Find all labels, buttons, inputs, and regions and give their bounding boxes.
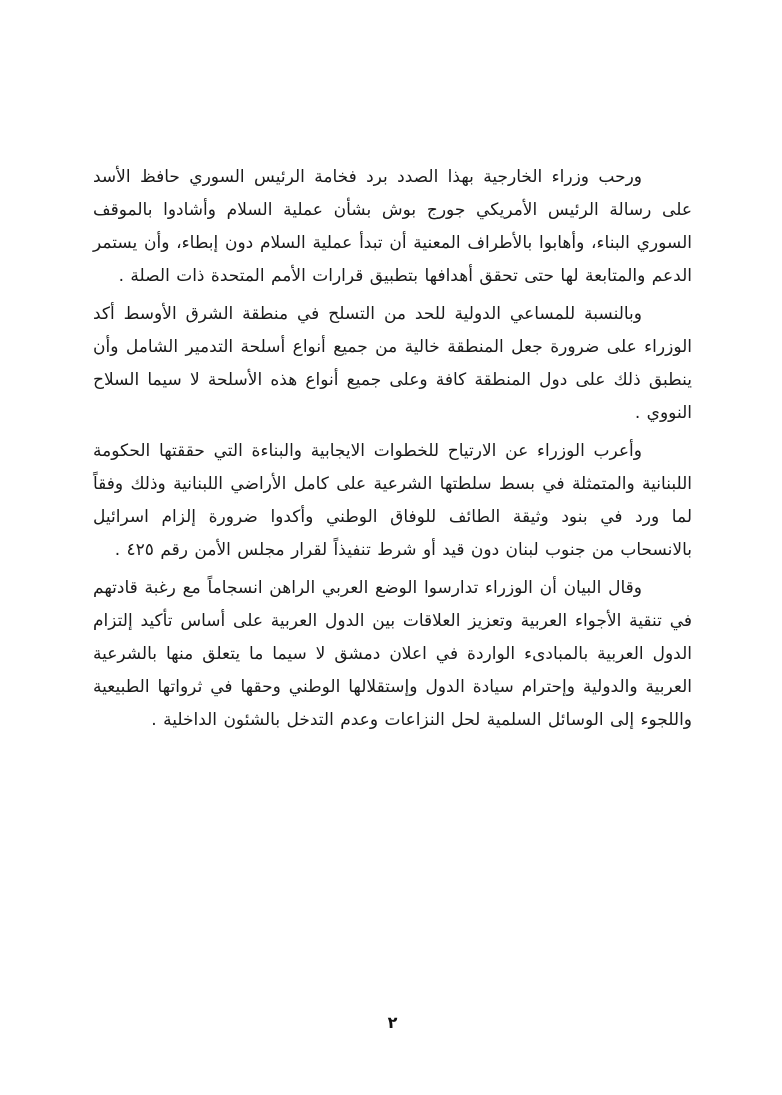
paragraph-3: وأعرب الوزراء عن الارتياح للخطوات الايجابية والبناءة التي حققتها الحكومة اللبنانية والمتمثلة في بسط سلطتها الشرعية على كامل الأراضي اللبنانية وذلك وفقاً لما ورد في بنود وثيقة الطائف للوفاق الوطني وأكدوا ضرورة إلزام اسرائيل بالانسحاب من جنوب لبنان دون قيد أو شرط تنفيذاً لقرار مجلس الأمن رقم ٤٢٥ . [93, 441, 692, 560]
document-body [93, 161, 692, 737]
page-number: ٢ [387, 1013, 398, 1032]
paragraph-4: وقال البيان أن الوزراء تدارسوا الوضع العربي الراهن انسجاماً مع رغبة قادتهم في تنقية الأجواء العربية وتعزيز العلاقات بين الدول العربية على أساس تأكيد إلتزام الدول العربية بالمبادىء الواردة في اعلان دمشق لا سيما ما يتعلق منها بالشرعية العربية والدولية وإحترام سيادة الدول وإستقلالها الوطني وحقها في ثرواتها الطبيعية واللجوء إلى الوسائل السلمية لحل النزاعات وعدم التدخل بالشئون الداخلية . [93, 578, 692, 730]
paragraph-2: وبالنسبة للمساعي الدولية للحد من التسلح في منطقة الشرق الأوسط أكد الوزراء على ضرورة جعل المنطقة خالية من جميع أنواع أسلحة التدمير الشامل وأن ينطبق ذلك على دول المنطقة كافة وعلى جميع أنواع هذه الأسلحة لا سيما السلاح النووي . [93, 304, 692, 423]
paragraph-1: ورحب وزراء الخارجية بهذا الصدد برد فخامة الرئيس السوري حافظ الأسد على رسالة الرئيس الأمريكي جورج بوش بشأن عملية السلام وأشادوا بالموقف السوري البناء، وأهابوا بالأطراف المعنية أن تبدأ عملية السلام دون إبطاء، وأن يستمر الدعم والمتابعة لها حتى تحقق أهدافها بتطبيق قرارات الأمم المتحدة ذات الصلة . [93, 167, 692, 286]
